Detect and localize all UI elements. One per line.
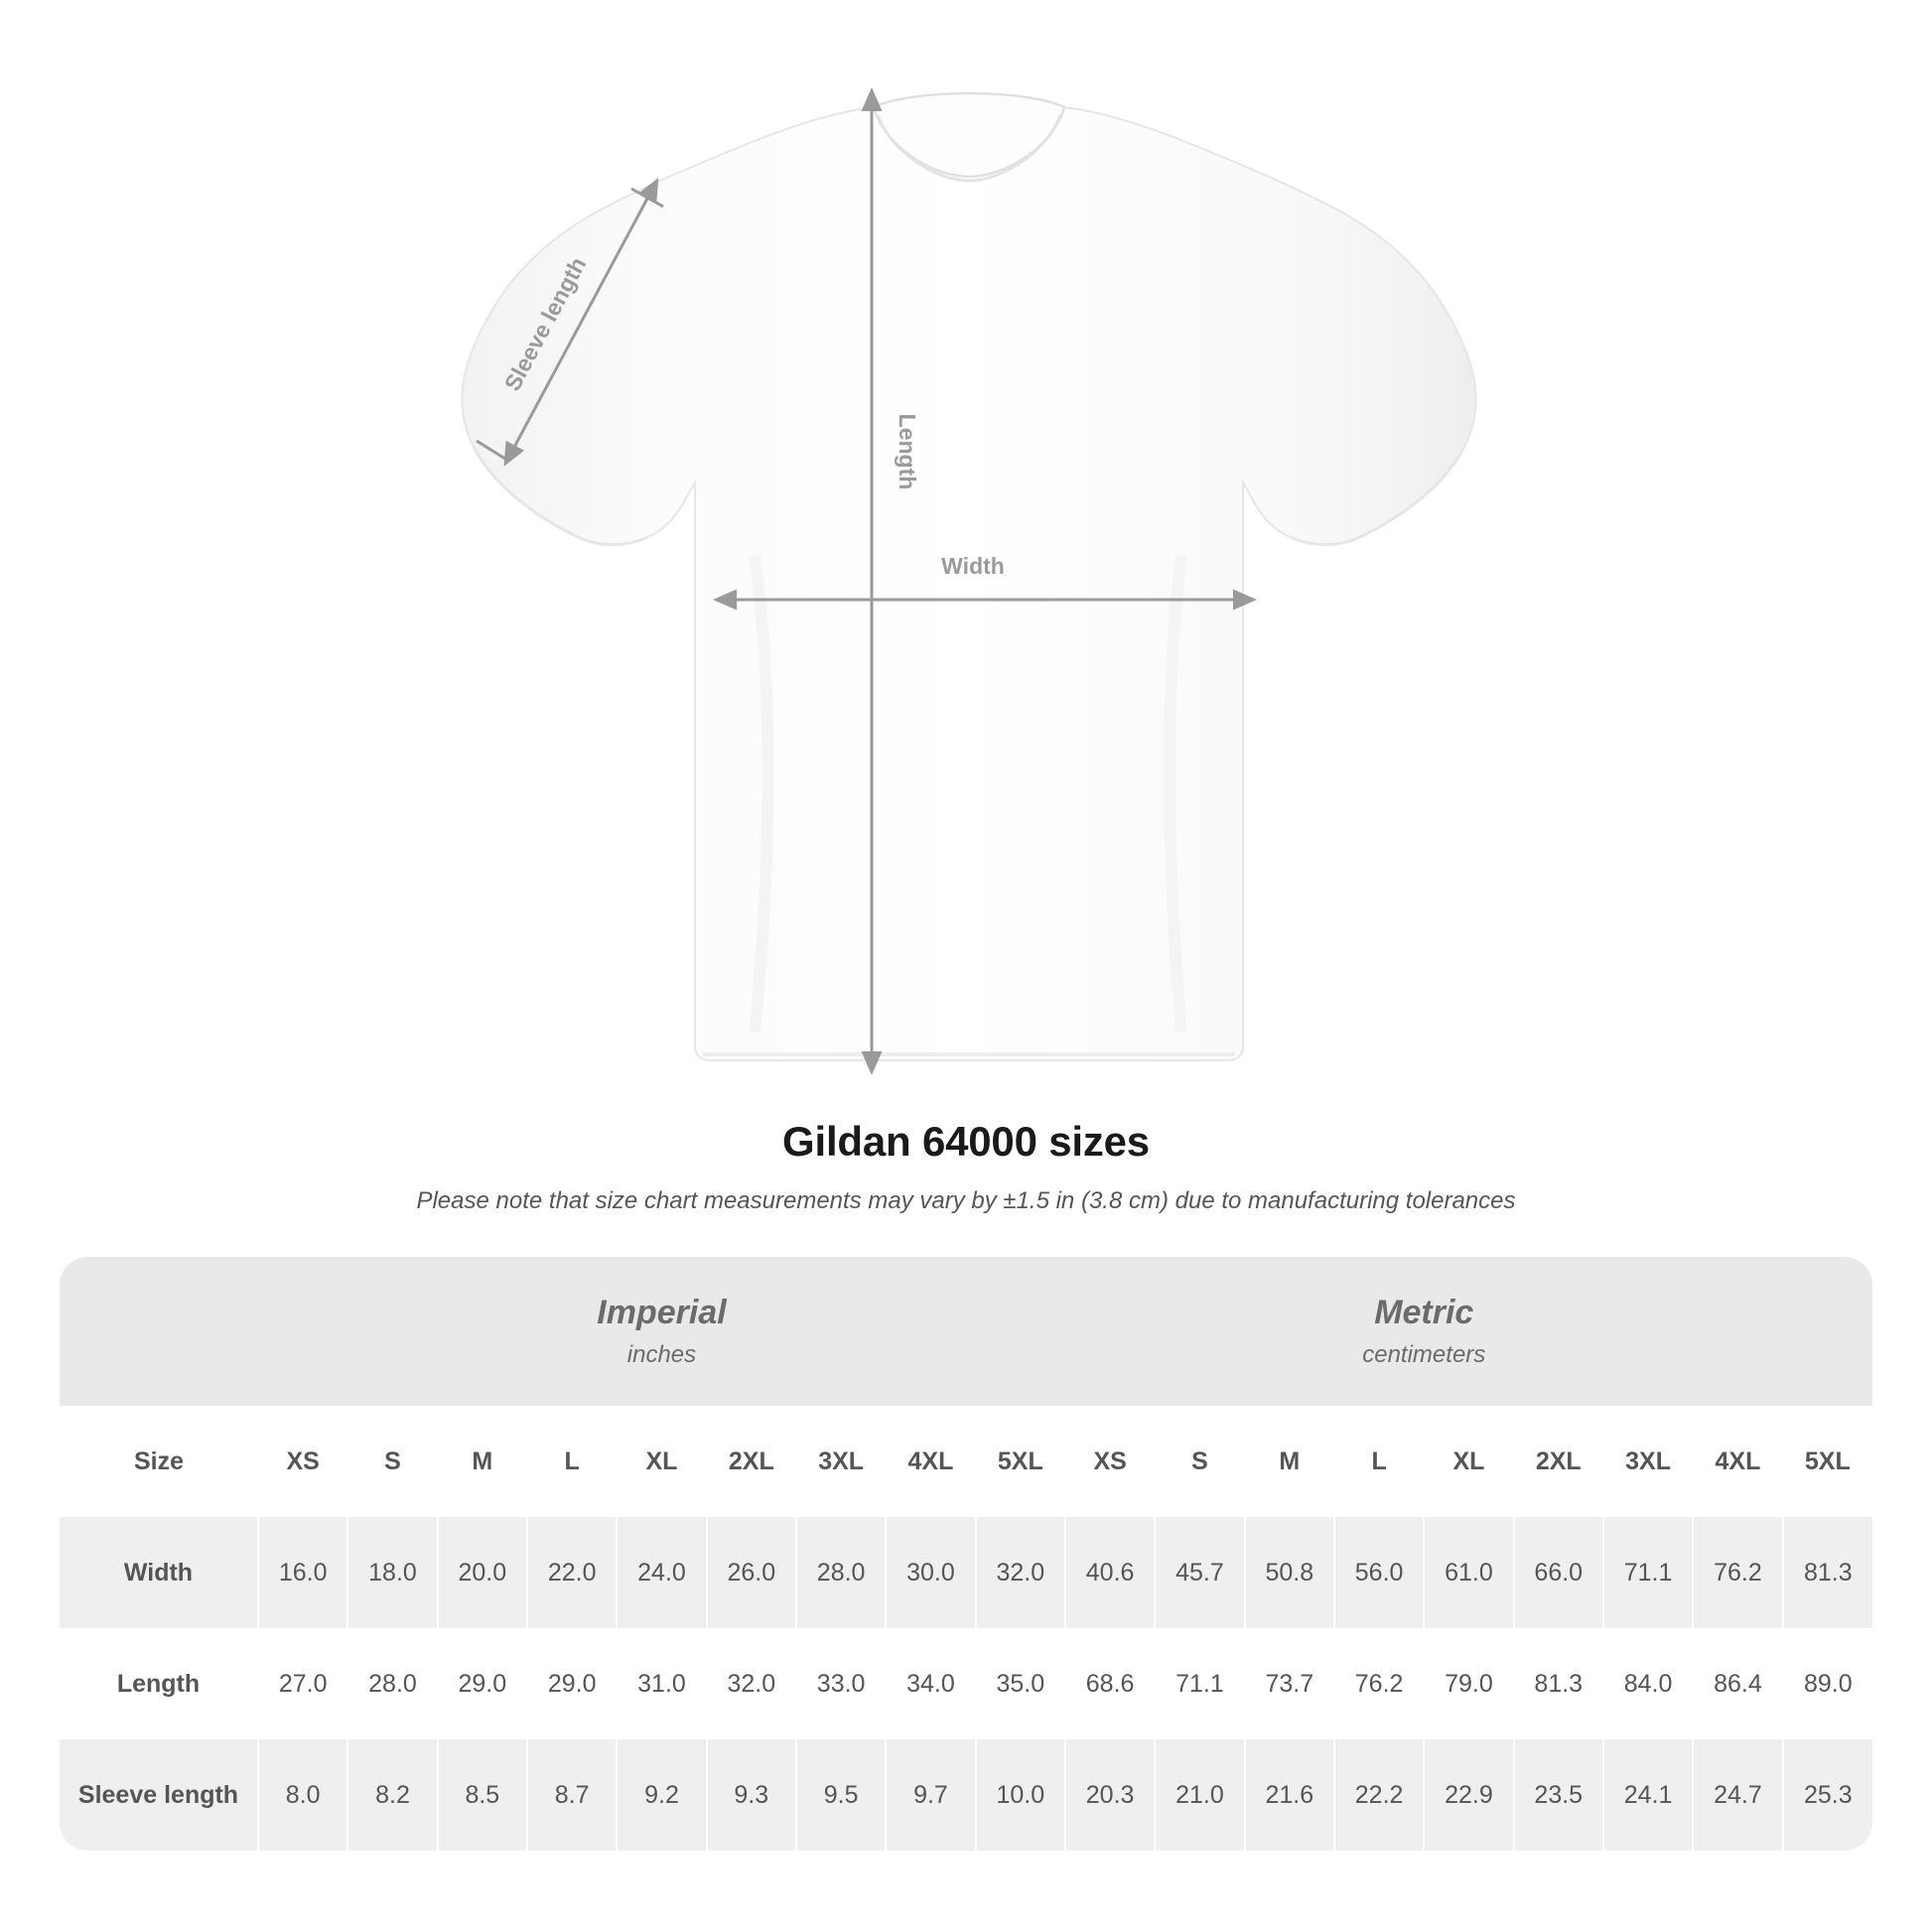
unit-metric-name: Metric	[1374, 1294, 1474, 1332]
cell-value: 61.0	[1424, 1517, 1513, 1628]
cell-value: 71.1	[1603, 1517, 1693, 1628]
size-col-header: M	[438, 1406, 527, 1517]
cell-value: 27.0	[258, 1628, 347, 1739]
cell-value: 35.0	[976, 1628, 1065, 1739]
size-col-header: XL	[617, 1406, 706, 1517]
cell-value: 16.0	[258, 1517, 347, 1628]
cell-value: 23.5	[1514, 1739, 1603, 1851]
length-label: Length	[895, 413, 920, 490]
cell-value: 22.9	[1424, 1739, 1513, 1851]
cell-value: 32.0	[707, 1628, 796, 1739]
size-col-header: L	[527, 1406, 617, 1517]
cell-value: 9.2	[617, 1739, 706, 1851]
tolerance-note: Please note that size chart measurements may vary by ±1.5 in (3.8 cm) due to manufacturing tolerances	[416, 1187, 1516, 1214]
row-label-width: Width	[60, 1517, 258, 1628]
cell-value: 8.2	[347, 1739, 437, 1851]
cell-value: 9.7	[886, 1739, 975, 1851]
size-col-header: 5XL	[976, 1406, 1065, 1517]
row-label-length: Length	[116, 1669, 201, 1698]
row-header-label: Size	[60, 1406, 258, 1517]
cell-value: 26.0	[707, 1517, 796, 1628]
cell-value: 76.2	[1334, 1628, 1424, 1739]
size-col-header: S	[347, 1406, 437, 1517]
unit-metric-end	[1783, 1257, 1872, 1406]
cell-value: 76.2	[1693, 1517, 1782, 1628]
cell-value: 84.0	[1603, 1628, 1693, 1739]
size-table	[60, 1257, 1872, 1851]
unit-imperial-name: Imperial	[597, 1294, 727, 1332]
cell-value: 24.1	[1603, 1739, 1693, 1851]
cell-value: 21.0	[1155, 1739, 1244, 1851]
sleeve-length-label: Sleeve length	[498, 252, 592, 395]
table-row	[60, 1739, 1872, 1851]
cell-value: 30.0	[886, 1517, 975, 1628]
cell-value: 56.0	[1334, 1517, 1424, 1628]
unit-header-row	[60, 1257, 1872, 1406]
cell-value: 18.0	[347, 1517, 437, 1628]
cell-value: 81.3	[1783, 1517, 1872, 1628]
cell-value: 10.0	[976, 1739, 1065, 1851]
cell-value: 28.0	[347, 1628, 437, 1739]
cell-value: 73.7	[1245, 1628, 1334, 1739]
cell-value: 8.0	[258, 1739, 347, 1851]
cell-value: 24.0	[617, 1517, 706, 1628]
cell-value: 68.6	[1065, 1628, 1155, 1739]
size-col-header: 4XL	[886, 1406, 975, 1517]
cell-value: 66.0	[1514, 1517, 1603, 1628]
cell-value: 8.7	[527, 1739, 617, 1851]
page-title: Gildan 64000 sizes	[782, 1118, 1150, 1165]
unit-metric-sub: centimeters	[1362, 1340, 1486, 1368]
size-col-header: XL	[1424, 1406, 1513, 1517]
width-label: Width	[941, 553, 1005, 579]
size-table-container	[60, 1257, 1872, 1851]
size-header-row	[60, 1406, 1872, 1517]
row-label-sleeve-length: Sleeve length	[60, 1739, 258, 1851]
cell-value: 32.0	[976, 1517, 1065, 1628]
unit-spacer	[60, 1257, 258, 1406]
size-col-header: 3XL	[796, 1406, 886, 1517]
cell-value: 20.0	[438, 1517, 527, 1628]
cell-value: 21.6	[1245, 1739, 1334, 1851]
size-col-header: 2XL	[707, 1406, 796, 1517]
cell-value: 86.4	[1693, 1628, 1782, 1739]
cell-value: 25.3	[1783, 1739, 1872, 1851]
unit-imperial	[258, 1257, 1065, 1406]
cell-value: 29.0	[438, 1628, 527, 1739]
size-col-header: 3XL	[1603, 1406, 1693, 1517]
size-col-header: 4XL	[1693, 1406, 1782, 1517]
unit-imperial-sub: inches	[626, 1340, 697, 1368]
unit-metric	[1065, 1257, 1783, 1406]
size-col-header: 5XL	[1783, 1406, 1872, 1517]
title-block	[0, 1118, 1932, 1215]
cell-value: 89.0	[1783, 1628, 1872, 1739]
cell-value: 22.2	[1334, 1739, 1424, 1851]
size-col-header: XS	[258, 1406, 347, 1517]
cell-value: 9.5	[796, 1739, 886, 1851]
table-row	[60, 1517, 1872, 1628]
size-col-header: 2XL	[1514, 1406, 1603, 1517]
cell-value: 22.0	[527, 1517, 617, 1628]
cell-value: 71.1	[1155, 1628, 1244, 1739]
cell-value: 40.6	[1065, 1517, 1155, 1628]
cell-value: 45.7	[1155, 1517, 1244, 1628]
cell-value: 33.0	[796, 1628, 886, 1739]
cell-value: 28.0	[796, 1517, 886, 1628]
size-col-header: XS	[1065, 1406, 1155, 1517]
cell-value: 79.0	[1424, 1628, 1513, 1739]
cell-value: 29.0	[527, 1628, 617, 1739]
cell-value: 34.0	[886, 1628, 975, 1739]
cell-value: 8.5	[438, 1739, 527, 1851]
cell-value: 81.3	[1514, 1628, 1603, 1739]
cell-value: 31.0	[617, 1628, 706, 1739]
size-col-header: M	[1245, 1406, 1334, 1517]
cell-value: 20.3	[1065, 1739, 1155, 1851]
size-col-header: L	[1334, 1406, 1424, 1517]
cell-value: 9.3	[707, 1739, 796, 1851]
table-row	[60, 1628, 1872, 1739]
cell-value: 24.7	[1693, 1739, 1782, 1851]
cell-value: 50.8	[1245, 1517, 1334, 1628]
size-col-header: S	[1155, 1406, 1244, 1517]
